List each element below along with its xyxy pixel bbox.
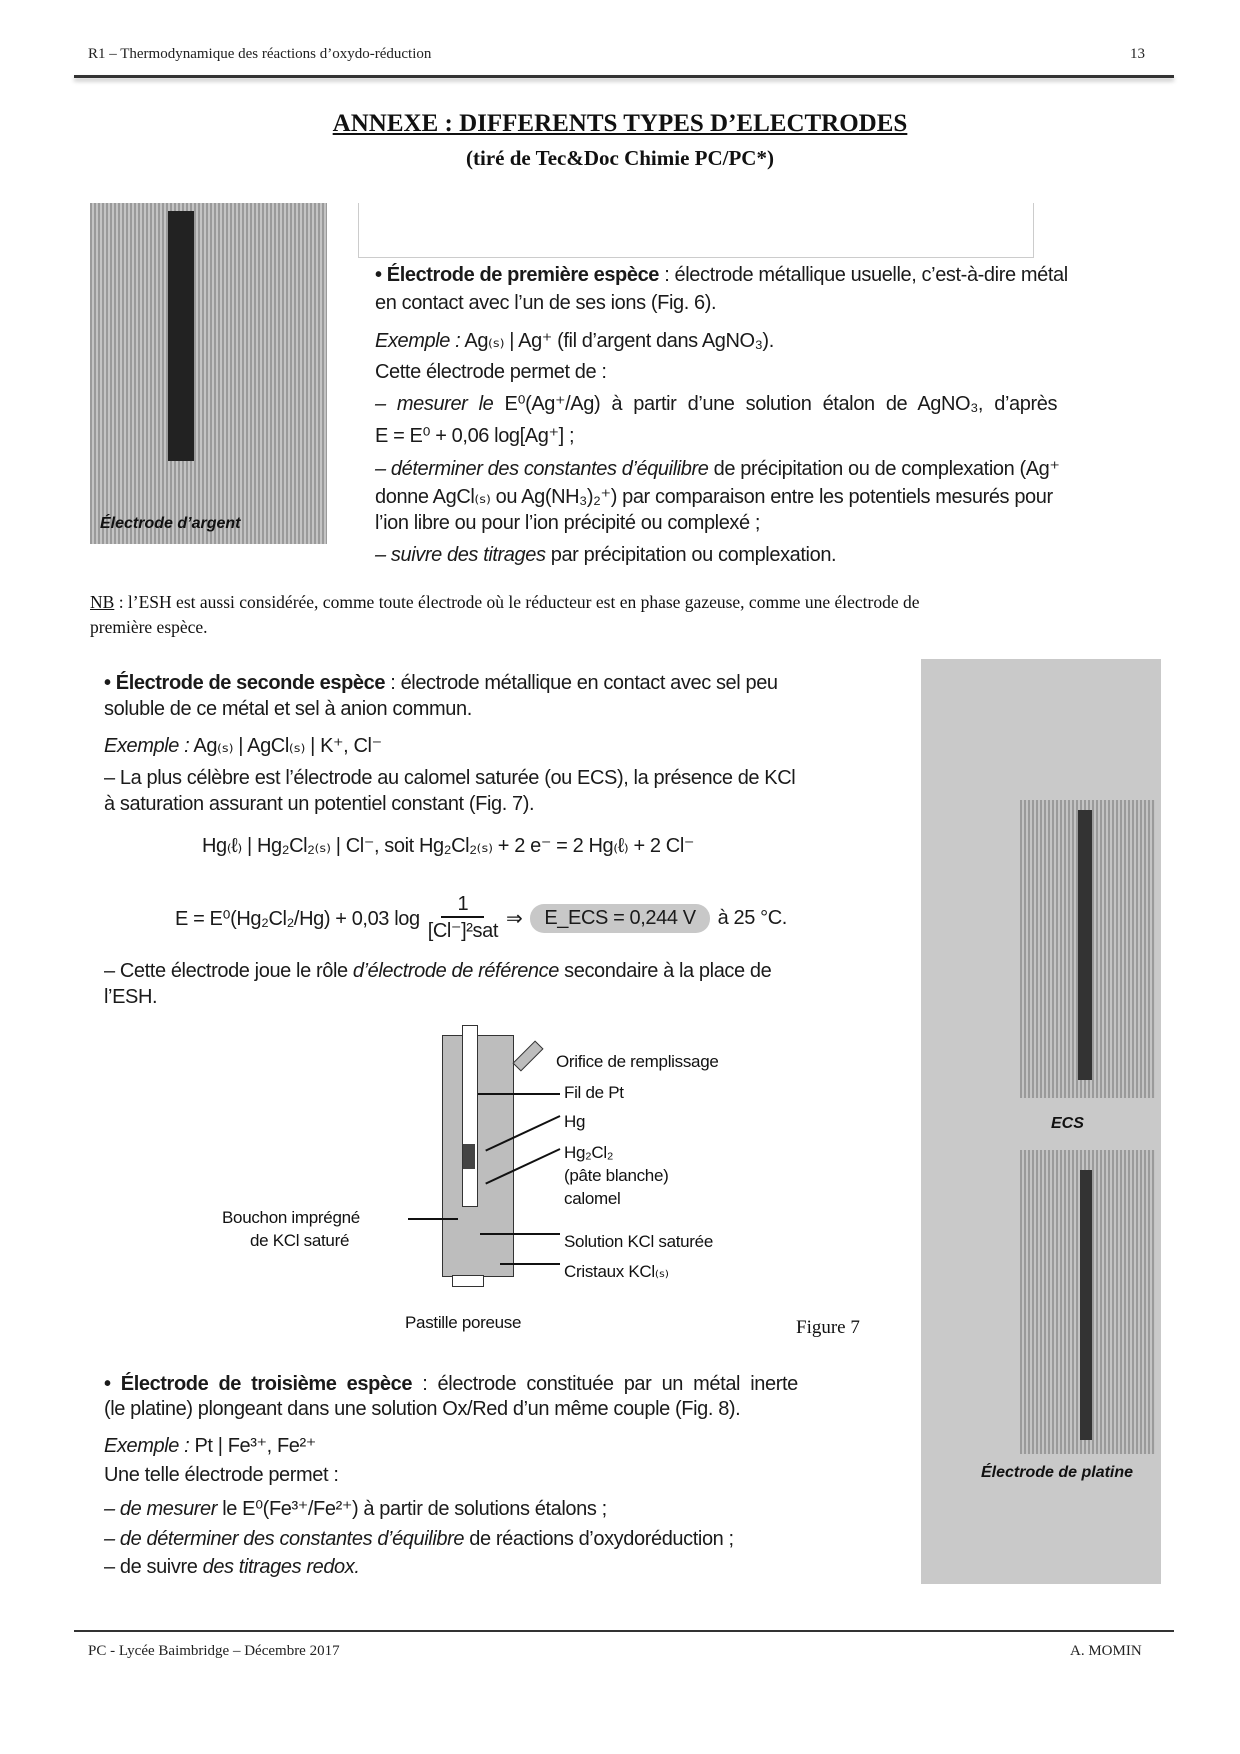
label-calomel: calomel <box>564 1189 621 1208</box>
label-porous-pellet: Pastille poreuse <box>405 1313 522 1332</box>
photo-caption: Électrode d’argent <box>100 515 241 532</box>
arrow <box>480 1233 560 1235</box>
text: à saturation assurant un potentiel constant (Fig. 7). <box>104 793 535 815</box>
electrode-body <box>168 211 194 461</box>
formula: E = E⁰ + 0,06 log[Ag⁺] ; <box>375 425 575 447</box>
footer-author: A. MOMIN <box>1070 1643 1142 1659</box>
equation-ecs <box>175 893 787 943</box>
implies-arrow: ⇒ <box>505 907 523 930</box>
text: – suivre des titrages <box>375 544 546 566</box>
arrow <box>500 1263 560 1265</box>
text: donne AgCl₍ₛ₎ ou Ag(NH₃)₂⁺) par comparaison entre les potentiels mesurés pour <box>375 486 1053 508</box>
text: d’électrode de référence <box>352 960 559 982</box>
label-pt-wire: Fil de Pt <box>564 1083 624 1102</box>
empty-frame <box>358 203 1034 258</box>
text: Exemple : <box>375 330 461 352</box>
text: E = E⁰(Hg₂Cl₂/Hg) + 0,03 log <box>175 907 420 930</box>
text: : électrode constituée par un métal inerte <box>412 1373 798 1395</box>
label-white-paste: (pâte blanche) <box>564 1166 669 1185</box>
photo-panel <box>921 659 1161 1584</box>
ecs-caption: ECS <box>1051 1115 1084 1132</box>
arrow <box>408 1218 458 1220</box>
text: (le platine) plongeant dans une solution Ox/Red d’un même couple (Fig. 8). <box>104 1398 741 1420</box>
nb-label: NB <box>90 592 115 612</box>
text: – de suivre <box>104 1556 203 1578</box>
text: en contact avec l’un de ses ions (Fig. 6). <box>375 292 717 314</box>
text: Pt | Fe³⁺, Fe²⁺ <box>189 1435 316 1457</box>
text: Ag₍ₛ₎ | Ag⁺ (fil d’argent dans AgNO₃). <box>460 330 774 352</box>
electrode-body <box>1080 1170 1092 1440</box>
section-heading: • Électrode de troisième espèce <box>104 1373 413 1395</box>
text: l’ESH. <box>104 986 158 1008</box>
text: – Cette électrode joue le rôle <box>104 960 353 982</box>
arrow <box>478 1093 560 1095</box>
label-hg2cl2: Hg₂Cl₂ <box>564 1143 614 1162</box>
header-title: R1 – Thermodynamique des réactions d’oxydo-réduction <box>88 46 432 62</box>
text: soluble de ce métal et sel à anion commun. <box>104 698 472 720</box>
label-kcl-crystals: Cristaux KCl₍ₛ₎ <box>564 1262 669 1281</box>
platinum-caption: Électrode de platine <box>981 1464 1134 1481</box>
fraction-denominator: [Cl⁻]²sat <box>427 920 498 942</box>
text: des titrages redox. <box>202 1556 360 1578</box>
text: – de mesurer <box>104 1498 218 1520</box>
equation-calomel: Hg₍ℓ₎ | Hg₂Cl₂₍ₛ₎ | Cl⁻, soit Hg₂Cl₂₍ₛ₎ + 2 e⁻ = 2 Hg₍ℓ₎ + 2 Cl⁻ <box>202 835 695 857</box>
text: par précipitation ou complexation. <box>545 544 837 566</box>
nb-note <box>90 592 919 613</box>
text: Ag₍ₛ₎ | AgCl₍ₛ₎ | K⁺, Cl⁻ <box>189 735 382 757</box>
ecs-photo <box>1020 800 1155 1098</box>
label-filling-orifice: Orifice de remplissage <box>556 1052 719 1071</box>
text: La plus célèbre est l’électrode au calomel saturée (ou ECS), la présence de KCl <box>119 767 796 789</box>
text: – mesurer le <box>375 393 494 415</box>
filling-orifice <box>512 1040 543 1071</box>
text: Exemple : <box>104 735 190 757</box>
mercury <box>463 1144 475 1169</box>
footer-left: PC - Lycée Baimbridge – Décembre 2017 <box>88 1643 340 1659</box>
text: Une telle électrode permet : <box>104 1464 339 1486</box>
text: le E⁰(Fe³⁺/Fe²⁺) à partir de solutions étalons ; <box>217 1498 607 1520</box>
text: – de déterminer des constantes d’équilibre <box>104 1528 465 1550</box>
calomel-paste <box>463 1169 475 1187</box>
porous-pellet <box>452 1275 484 1287</box>
page-subtitle: (tiré de Tec&Doc Chimie PC/PC*) <box>466 146 774 170</box>
silver-electrode-photo <box>90 203 327 544</box>
label-kcl-solution: Solution KCl saturée <box>564 1232 713 1251</box>
text: de précipitation ou de complexation (Ag⁺ <box>708 458 1060 480</box>
header-rule <box>74 75 1174 78</box>
text: de réactions d’oxydoréduction ; <box>464 1528 734 1550</box>
nb-text-cont: première espèce. <box>90 617 208 637</box>
text: : électrode métallique usuelle, c’est-à-dire métal <box>659 264 1068 286</box>
text: – <box>104 767 120 789</box>
nb-text: : l’ESH est aussi considérée, comme toute électrode où le réducteur est en phase gazeuse, comme une électrode de <box>114 592 920 612</box>
text: à 25 °C. <box>717 906 787 929</box>
label-plug: Bouchon imprégné <box>222 1208 360 1227</box>
label-hg: Hg <box>564 1112 586 1131</box>
text: – déterminer des constantes d’équilibre <box>375 458 709 480</box>
text: secondaire à la place de <box>558 960 772 982</box>
electrode-tube <box>442 1035 514 1277</box>
page-number: 13 <box>1130 46 1145 62</box>
section-heading: • Électrode de première espèce <box>375 264 660 286</box>
electrode-body <box>1078 810 1092 1080</box>
label-plug-2: de KCl saturé <box>250 1231 350 1250</box>
text: : électrode métallique en contact avec sel peu <box>385 672 778 694</box>
page-title: ANNEXE : DIFFERENTS TYPES D’ELECTRODES <box>332 110 908 137</box>
text: E⁰(Ag⁺/Ag) à partir d’une solution étalon de AgNO₃, d’après <box>493 393 1058 415</box>
section-heading: • Électrode de seconde espèce <box>104 672 386 694</box>
footer-rule <box>74 1630 1174 1632</box>
text: Cette électrode permet de : <box>375 361 607 383</box>
figure-caption: Figure 7 <box>796 1317 860 1338</box>
fraction-numerator: 1 <box>441 893 484 918</box>
text: l’ion libre ou pour l’ion précipité ou complexé ; <box>375 512 761 534</box>
ecs-value-box: E_ECS = 0,244 V <box>530 904 709 933</box>
platinum-electrode-photo <box>1020 1150 1155 1454</box>
text: Exemple : <box>104 1435 190 1457</box>
